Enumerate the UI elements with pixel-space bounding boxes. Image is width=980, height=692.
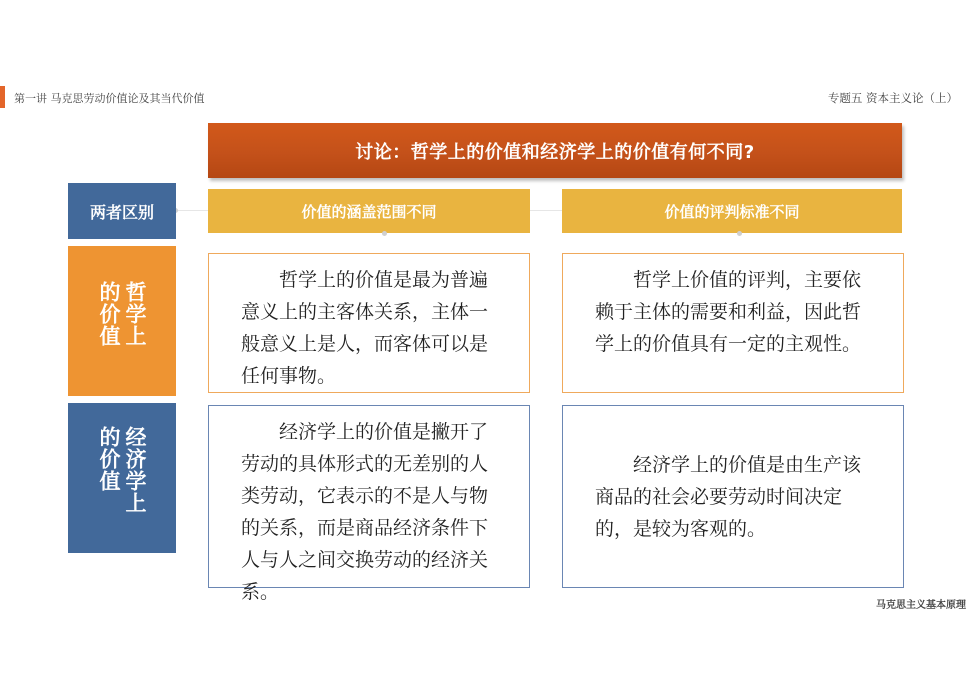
connector-line <box>530 210 562 211</box>
column-header-standard: 价值的评判标准不同 <box>562 189 902 233</box>
row-label-difference: 两者区别 <box>68 183 176 239</box>
cell-economics-standard-text: 经济学上的价值是由生产该商品的社会必要劳动时间决定的，是较为客观的。 <box>595 453 862 540</box>
row-label-philosophy-text: 哲学上的价值 <box>97 281 147 347</box>
cell-economics-scope: 经济学上的价值是撇开了劳动的具体形式的无差别的人类劳动，它表示的不是人与物的关系，而是商品经济条件下人与人之间交换劳动的经济关系。 <box>208 405 530 588</box>
topic-title: 专题五 资本主义论（上） <box>827 91 958 105</box>
cell-philosophy-scope: 哲学上的价值是最为普遍意义上的主客体关系，主体一般意义上是人，而客体可以是任何事物。 <box>208 253 530 393</box>
connector-dot <box>737 231 742 236</box>
row-label-economics <box>68 403 176 553</box>
connector-line <box>176 210 208 211</box>
cell-economics-standard <box>562 405 904 588</box>
lecture-title: 第一讲 马克思劳动价值论及其当代价值 <box>14 92 205 105</box>
row-label-philosophy <box>68 246 176 396</box>
row-label-economics-text: 经济学上的价值 <box>97 425 147 514</box>
header-accent-bar <box>0 86 5 108</box>
course-footer: 马克思主义基本原理 <box>876 600 966 611</box>
cell-philosophy-standard: 哲学上价值的评判，主要依赖于主体的需要和利益，因此哲学上的价值具有一定的主观性。 <box>562 253 904 393</box>
column-header-scope: 价值的涵盖范围不同 <box>208 189 530 233</box>
discussion-title-banner: 讨论：哲学上的价值和经济学上的价值有何不同? <box>208 123 902 178</box>
connector-dot <box>382 231 387 236</box>
